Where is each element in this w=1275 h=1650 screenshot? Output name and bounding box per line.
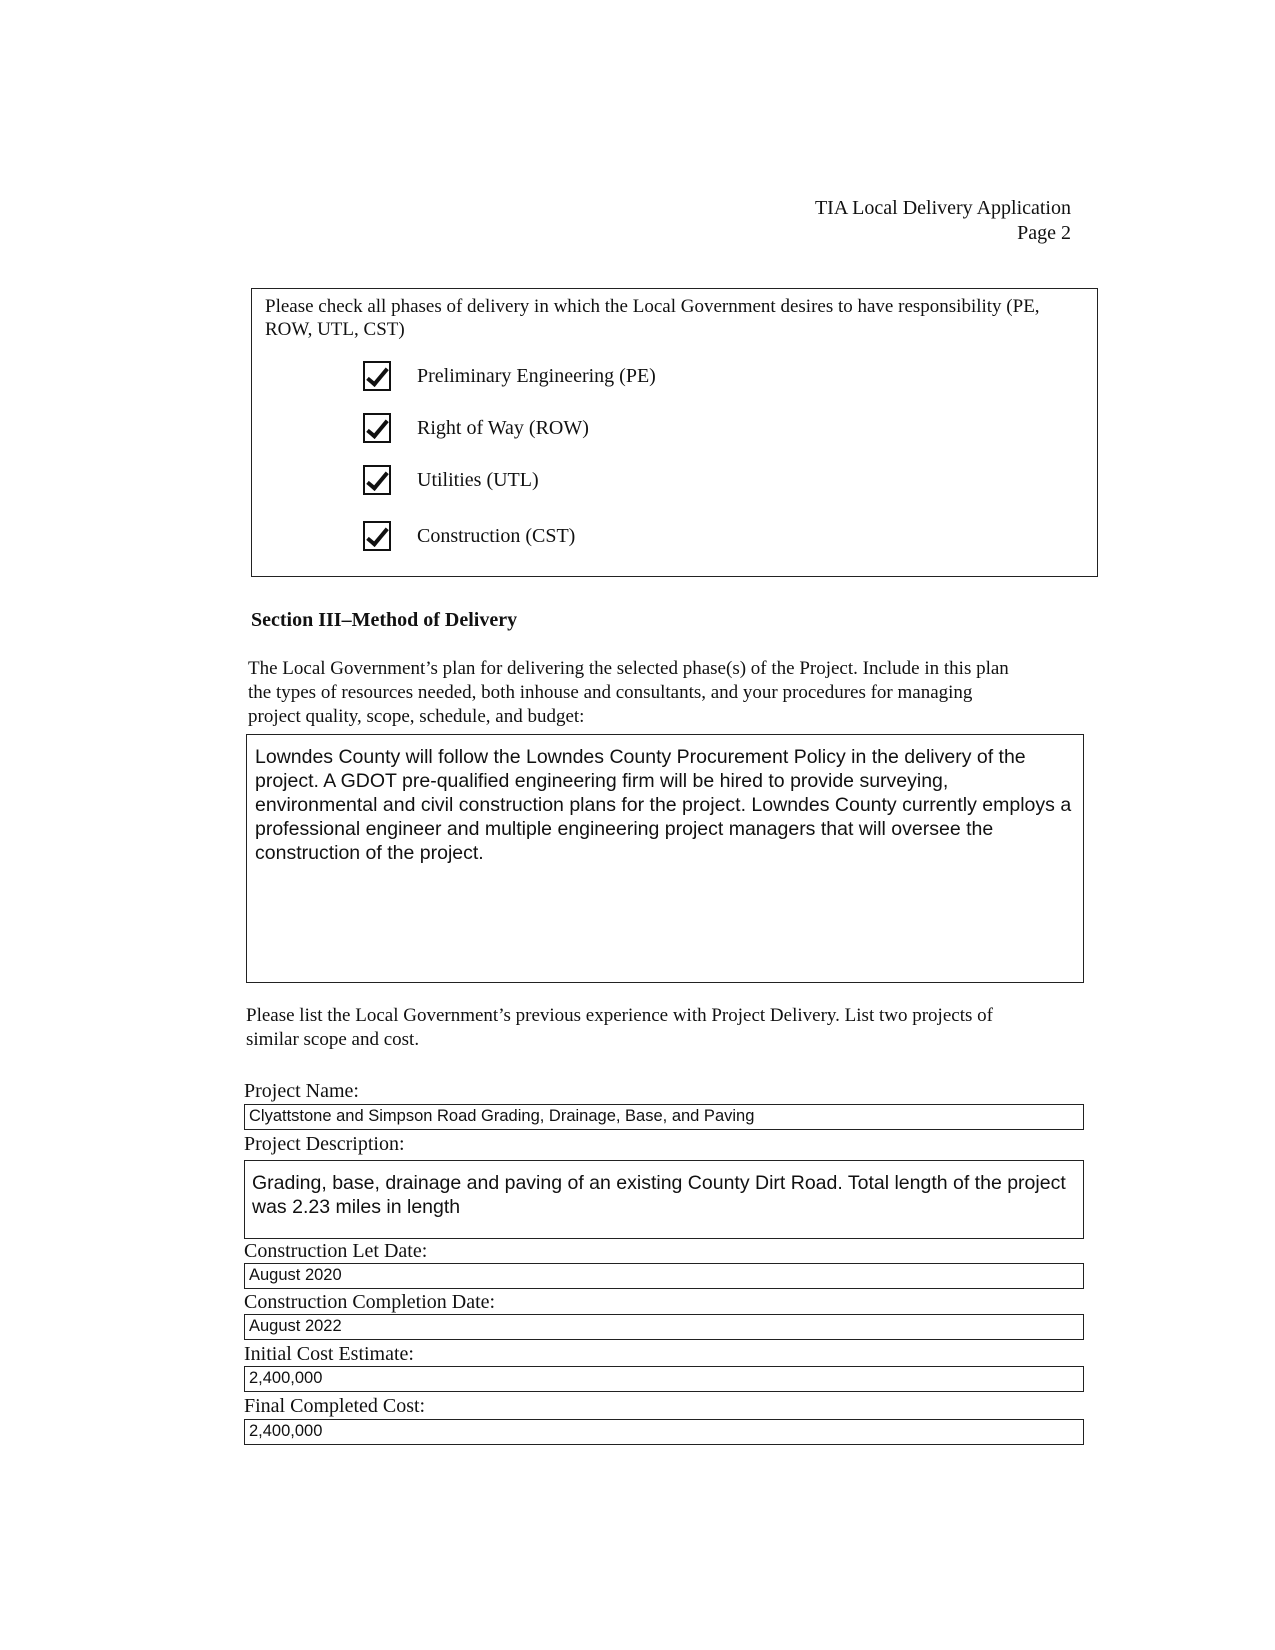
page-header: [815, 196, 1071, 246]
phase-label: Preliminary Engineering (PE): [417, 364, 656, 387]
final-cost-label: Final Completed Cost:: [244, 1395, 426, 1417]
phase-row[interactable]: [363, 413, 589, 443]
delivery-instruction: The Local Government’s plan for delivering the selected phase(s) of the Project. Include in this plan the types of resources needed, both inhouse and consultants, and your procedures for managing project quality, scope, schedule, and budget:: [248, 658, 1009, 727]
experience-instruction: Please list the Local Government’s previous experience with Project Delivery. List two projects of similar scope and cost.: [246, 1005, 993, 1050]
let-date-field[interactable]: August 2020: [244, 1263, 1084, 1289]
initial-cost-label: Initial Cost Estimate:: [244, 1343, 414, 1365]
phases-instruction: Please check all phases of delivery in which the Local Government desires to have responsibility (PE, ROW, UTL, CST): [265, 296, 1040, 340]
checkbox-checked[interactable]: [363, 361, 391, 391]
project-description-label: Project Description:: [244, 1133, 405, 1155]
phase-utl[interactable]: [363, 465, 539, 495]
checkbox-checked[interactable]: [363, 413, 391, 443]
initial-cost-field[interactable]: 2,400,000: [244, 1366, 1084, 1392]
completion-date-field[interactable]: August 2022: [244, 1314, 1084, 1340]
phase-label: Utilities (UTL): [417, 468, 539, 491]
phase-cst[interactable]: [363, 521, 575, 551]
project-name-label: Project Name:: [244, 1080, 359, 1102]
document-title: TIA Local Delivery Application: [814, 197, 1071, 219]
final-cost-field[interactable]: 2,400,000: [244, 1419, 1084, 1445]
project-name-field[interactable]: Clyattstone and Simpson Road Grading, Drainage, Base, and Paving: [244, 1104, 1084, 1130]
phase-label: Construction (CST): [417, 524, 576, 547]
let-date-label: Construction Let Date:: [244, 1240, 428, 1262]
project-description-field[interactable]: Grading, base, drainage and paving of an existing County Dirt Road. Total length of the project was 2.23 miles in length: [244, 1160, 1084, 1239]
section-title: Section III–Method of Delivery: [251, 609, 518, 631]
phase-label: Right of Way (ROW): [417, 416, 589, 439]
phases-box: [251, 288, 1098, 577]
phase-pe[interactable]: [363, 361, 656, 391]
delivery-plan-field[interactable]: Lowndes County will follow the Lowndes County Procurement Policy in the delivery of the project. A GDOT pre-qualified engineering firm will be hired to provide surveying, environmental and civil construction plans for the project. Lowndes County currently employs a professional engineer and multiple engineering project managers that will oversee the construction of the project.: [246, 734, 1084, 983]
completion-date-label: Construction Completion Date:: [244, 1291, 496, 1313]
checkbox-checked[interactable]: [363, 521, 391, 551]
checkbox-checked[interactable]: [363, 465, 391, 495]
page-number: Page 2: [1017, 222, 1071, 244]
